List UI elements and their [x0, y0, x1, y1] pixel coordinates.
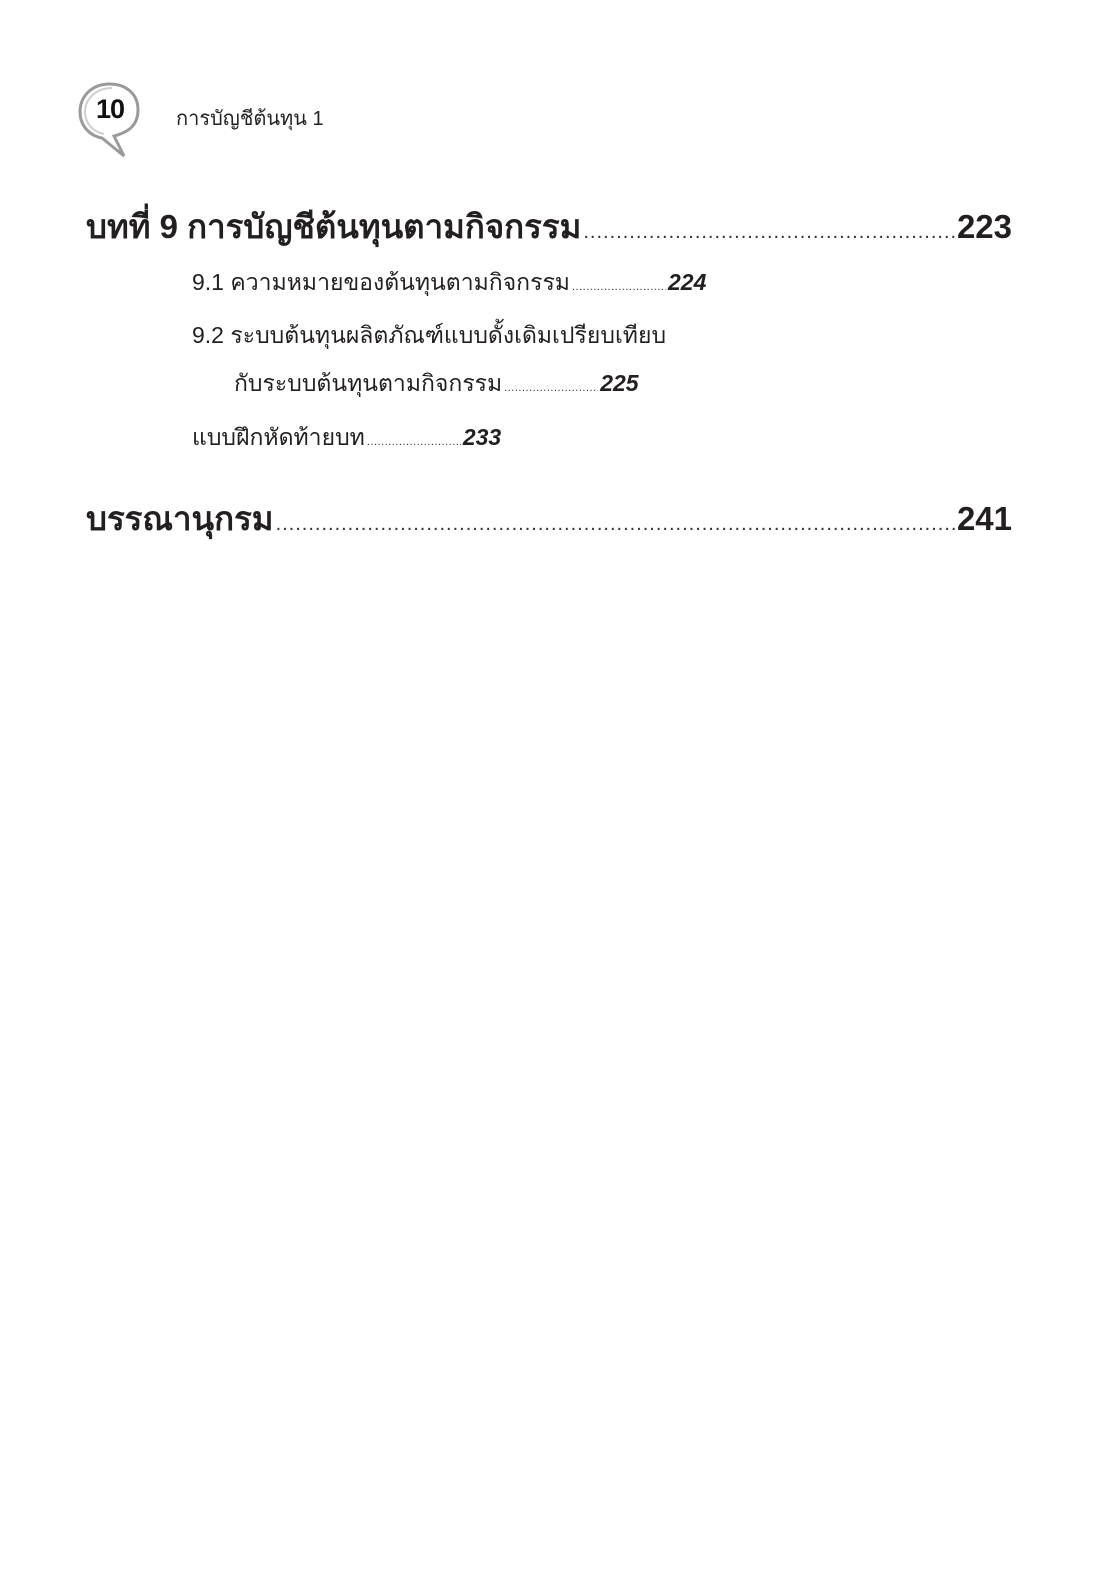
toc-item-9-2-line1[interactable]: 9.2 ระบบต้นทุนผลิตภัณฑ์แบบดั้งเดิมเปรียบเทียบ — [192, 322, 667, 348]
leader-dots — [276, 513, 955, 536]
toc-item-label: แบบฝึกหัดท้ายบท — [192, 424, 365, 450]
page-number-badge — [76, 80, 146, 162]
toc-page-number: 233 — [462, 424, 502, 450]
toc-page-number: 224 — [667, 269, 707, 295]
leader-dots — [583, 221, 955, 244]
toc-item-9-1[interactable] — [192, 265, 706, 301]
toc-item-9-2[interactable] — [234, 366, 639, 402]
toc-chapter-label: บทที่ 9 การบัญชีต้นทุนตามกิจกรรม — [86, 208, 582, 245]
toc-page-number: 225 — [600, 370, 639, 396]
toc-item-label: 9.1 ความหมายของต้นทุนตามกิจกรรม — [192, 269, 570, 295]
toc-page-number: 223 — [956, 208, 1012, 245]
toc-bibliography[interactable] — [86, 492, 1012, 545]
book-title: การบัญชีต้นทุน 1 — [176, 108, 324, 130]
leader-dots — [367, 436, 461, 448]
leader-dots — [572, 281, 666, 293]
leader-dots — [504, 382, 598, 394]
page-number: 10 — [95, 94, 125, 124]
toc-item-exercises[interactable] — [192, 420, 501, 456]
page-header — [76, 80, 476, 162]
toc-chapter-9[interactable] — [86, 200, 1012, 253]
toc-chapter-label: บรรณานุกรม — [86, 500, 274, 537]
toc-item-label: กับระบบต้นทุนตามกิจกรรม — [234, 370, 503, 396]
toc-page-number: 241 — [956, 500, 1012, 537]
